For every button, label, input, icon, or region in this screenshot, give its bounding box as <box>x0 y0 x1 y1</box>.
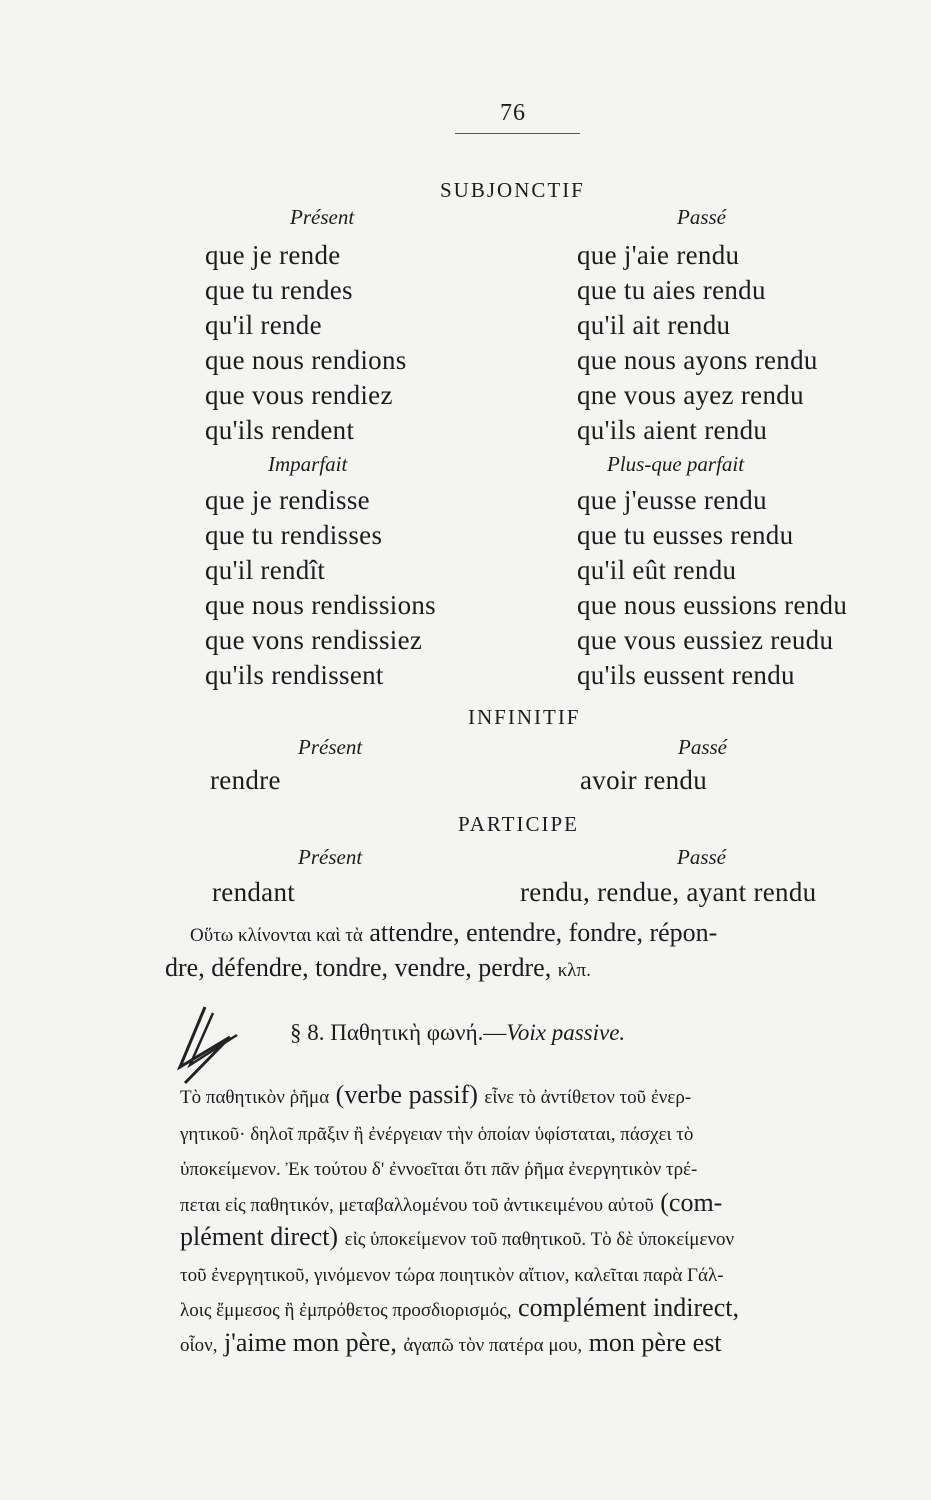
french-text: plément direct) <box>180 1222 345 1251</box>
greek-text: ἀγαπῶ τὸν πατέρα μου, <box>403 1335 583 1356</box>
body-line <box>180 1258 724 1288</box>
participe-passe-title: Passé <box>677 845 726 869</box>
body-line <box>180 1328 722 1358</box>
subj-imparfait-line: que nous rendissions <box>205 590 436 620</box>
greek-text: γητικοῦ· δηλοῖ πρᾶξιν ἢ ἐνέργειαν τὴν ὁποίαν ὑφίσταται, πάσχει τὸ <box>180 1124 694 1145</box>
subj-present-line: que tu rendes <box>205 275 353 305</box>
greek-text: ὑποκείμενον. Ἐκ τούτου δ' ἐννοεῖται ὅτι πᾶν ῥῆμα ἐνεργητικὸν τρέ- <box>180 1159 698 1180</box>
subj-imparfait-line: qu'il rendît <box>205 555 326 585</box>
subj-present-line: que je rende <box>205 240 341 270</box>
subj-passe-title: Passé <box>677 205 726 229</box>
subj-imparfait-line: qu'ils rendissent <box>205 660 384 690</box>
greek-text: εἶνε τὸ ἀντίθετον τοῦ ἐνερ- <box>484 1087 692 1108</box>
participe-passe-value: rendu, rendue, ayant rendu <box>520 877 817 907</box>
subj-pqp-line: que j'eusse rendu <box>577 485 767 515</box>
subj-pqp-line: qu'il eût rendu <box>577 555 737 585</box>
greek-text: εἰς ὑποκείμενον τοῦ παθητικοῦ. Τὸ δὲ ὑποκείμενον <box>344 1229 735 1250</box>
section-greek-title: Παθητικὴ φωνή. <box>330 1020 484 1045</box>
section-dash: — <box>483 1020 507 1045</box>
subj-passe-line: que tu aies rendu <box>577 275 766 305</box>
greek-text: λοις ἔμμεσος ἢ ἐμπρόθετος προσδιορισμός, <box>180 1300 512 1321</box>
participe-present-title: Présent <box>298 845 363 869</box>
greek-text: πεται εἰς παθητικόν, μεταβαλλομένου τοῦ ἀντικειμένου αὐτοῦ <box>180 1195 654 1216</box>
subj-pqp-line: que tu eusses rendu <box>577 520 794 550</box>
section-french-title: Voix passive. <box>506 1020 626 1045</box>
greek-text: τοῦ ἐνεργητικοῦ, γινόμενον τώρα ποιητικὸν αἴτιον, καλεῖται παρὰ Γάλ- <box>180 1265 724 1286</box>
subj-imparfait-title: Imparfait <box>268 452 348 476</box>
subj-passe-line: que j'aie rendu <box>577 240 740 270</box>
french-text: j'aime mon père, <box>217 1328 404 1357</box>
subj-pqp-line: que vous eussiez reudu <box>577 625 834 655</box>
subj-imparfait-line: que vons rendissiez <box>205 625 423 655</box>
french-text: complément indirect, <box>511 1293 739 1322</box>
participe-heading: PARTICIPE <box>458 812 579 836</box>
body-line <box>180 1117 693 1147</box>
body-line <box>180 1080 691 1110</box>
french-text: (verbe passif) <box>329 1080 485 1109</box>
subj-present-line: que vous rendiez <box>205 380 393 410</box>
section-heading <box>290 1020 625 1046</box>
subj-pqp-line: qu'ils eussent rendu <box>577 660 795 690</box>
body-line <box>180 1188 722 1218</box>
subj-present-line: qu'ils rendent <box>205 415 355 445</box>
greek-text: οἷον, <box>180 1335 218 1356</box>
subj-pqp-line: que nous eussions rendu <box>577 590 848 620</box>
page-number: 76 <box>500 100 526 126</box>
body-line <box>180 1293 739 1323</box>
subj-present-line: que nous rendions <box>205 345 407 375</box>
subjonctif-heading: SUBJONCTIF <box>440 178 585 202</box>
section-number: § 8. <box>290 1020 325 1045</box>
infinitif-passe-value: avoir rendu <box>580 765 708 795</box>
conjugated-like-line-2 <box>165 953 591 983</box>
subj-passe-line: qne vous ayez rendu <box>577 380 804 410</box>
subj-passe-line: qu'ils aient rendu <box>577 415 768 445</box>
subj-present-line: qu'il rende <box>205 310 322 340</box>
subj-present-title: Présent <box>290 205 355 229</box>
body-line <box>180 1222 734 1252</box>
infinitif-passe-title: Passé <box>678 735 727 759</box>
header-rule <box>455 133 580 134</box>
french-text: (com- <box>653 1188 723 1217</box>
participe-present-value: rendant <box>212 877 296 907</box>
french-text: mon père est <box>582 1328 722 1357</box>
french-text: attendre, entendre, fondre, répon- <box>369 918 718 947</box>
infinitif-present-title: Présent <box>298 735 363 759</box>
subj-plusqueparfait-title: Plus-que parfait <box>607 452 745 476</box>
greek-text: Οὕτω κλίνονται καὶ τὰ <box>190 925 363 946</box>
infinitif-present-value: rendre <box>210 765 281 795</box>
greek-text: κλπ. <box>557 960 591 981</box>
subj-imparfait-line: que je rendisse <box>205 485 370 515</box>
subj-passe-line: qu'il ait rendu <box>577 310 731 340</box>
body-line <box>180 1152 697 1182</box>
conjugated-like-line-1 <box>190 918 717 948</box>
infinitif-heading: INFINITIF <box>468 705 581 729</box>
subj-passe-line: que nous ayons rendu <box>577 345 818 375</box>
pencil-mark-icon <box>175 1005 245 1085</box>
greek-text: Τὸ παθητικὸν ῥῆμα <box>180 1087 330 1108</box>
subj-imparfait-line: que tu rendisses <box>205 520 383 550</box>
french-text: dre, défendre, tondre, vendre, perdre, <box>165 953 552 982</box>
